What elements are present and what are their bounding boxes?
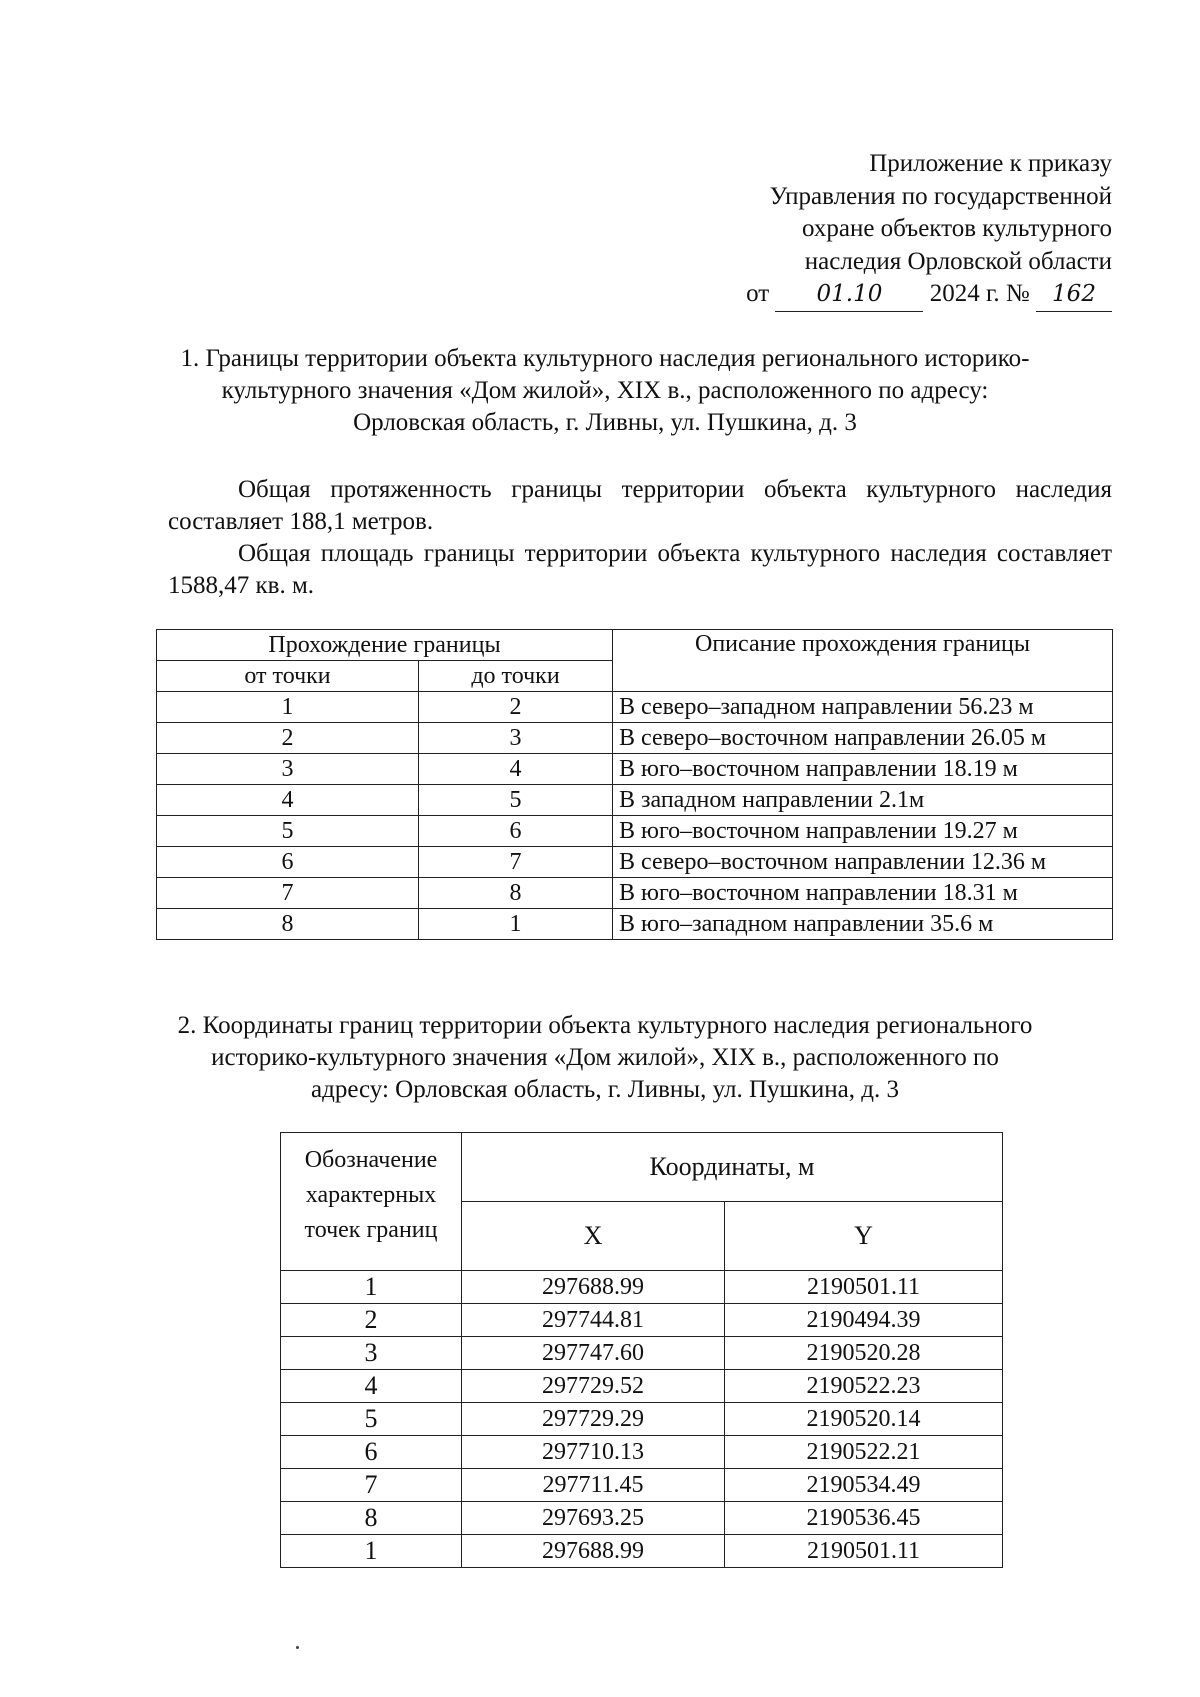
y-coordinate-cell: 2190520.14 (725, 1403, 1003, 1436)
to-point-cell: 3 (419, 723, 613, 754)
table-row (281, 1436, 1003, 1469)
appendix-line: охране объектов культурного (801, 215, 1112, 242)
y-coordinate-cell: 2190501.11 (725, 1535, 1003, 1568)
section-2-heading: 2. Координаты границ территории объекта культурного наследия регионального историко-культурного значения «Дом жилой», XIX в., расположенного по адресу: Орловская область, г. Ливны, ул. Пушкина, д. 3 (177, 1012, 1033, 1103)
point-cell: 4 (281, 1370, 462, 1403)
table-row (281, 1337, 1003, 1370)
coordinates-table (280, 1132, 1003, 1568)
x-coordinate-cell: 297711.45 (462, 1469, 725, 1502)
x-coordinate-cell: 297729.52 (462, 1370, 725, 1403)
table-row (281, 1502, 1003, 1535)
description-cell: В юго–восточном направлении 18.31 м (613, 878, 1113, 909)
from-point-cell: 2 (157, 723, 419, 754)
header-from-point: от точки (157, 661, 419, 692)
description-cell: В юго–восточном направлении 19.27 м (613, 816, 1113, 847)
appendix-block (592, 148, 1112, 312)
table-row (281, 1403, 1003, 1436)
total-area-text: Общая площадь границы территории объекта культурного наследия составляет 1588,47 кв. м. (168, 540, 1112, 599)
table-row (157, 754, 1113, 785)
date-prefix: от (746, 280, 770, 307)
header-to-point: до точки (419, 661, 613, 692)
point-cell: 5 (281, 1403, 462, 1436)
table-row (157, 785, 1113, 816)
from-point-cell: 5 (157, 816, 419, 847)
y-coordinate-cell: 2190501.11 (725, 1271, 1003, 1304)
y-coordinate-cell: 2190520.28 (725, 1337, 1003, 1370)
y-coordinate-cell: 2190522.21 (725, 1436, 1003, 1469)
table-row (157, 816, 1113, 847)
scan-speck (296, 1646, 299, 1649)
x-coordinate-cell: 297747.60 (462, 1337, 725, 1370)
header-boundary-passage: Прохождение границы (157, 630, 613, 661)
to-point-cell: 8 (419, 878, 613, 909)
from-point-cell: 1 (157, 692, 419, 723)
from-point-cell: 8 (157, 909, 419, 940)
table-row (281, 1535, 1003, 1568)
table-row (281, 1271, 1003, 1304)
appendix-line: Приложение к приказу (869, 150, 1112, 177)
x-coordinate-cell: 297688.99 (462, 1535, 725, 1568)
description-cell: В юго–западном направлении 35.6 м (613, 909, 1113, 940)
y-coordinate-cell: 2190534.49 (725, 1469, 1003, 1502)
table-row (281, 1304, 1003, 1337)
x-coordinate-cell: 297688.99 (462, 1271, 725, 1304)
point-cell: 1 (281, 1271, 462, 1304)
point-cell: 3 (281, 1337, 462, 1370)
handwritten-date: 01.10 (775, 278, 923, 312)
table-row (157, 847, 1113, 878)
x-coordinate-cell: 297693.25 (462, 1502, 725, 1535)
from-point-cell: 6 (157, 847, 419, 878)
to-point-cell: 7 (419, 847, 613, 878)
header-boundary-description: Описание прохождения границы (613, 630, 1113, 692)
total-length-paragraph (168, 474, 1112, 538)
x-coordinate-cell: 297729.29 (462, 1403, 725, 1436)
order-year: 2024 г. № (929, 280, 1030, 307)
header-point-designation: Обозначение характерных точек границ (281, 1133, 462, 1271)
y-coordinate-cell: 2190536.45 (725, 1502, 1003, 1535)
handwritten-order-number: 162 (1036, 278, 1112, 312)
table-row (157, 692, 1113, 723)
table-row (281, 1469, 1003, 1502)
to-point-cell: 5 (419, 785, 613, 816)
table-row (157, 723, 1113, 754)
x-coordinate-cell: 297744.81 (462, 1304, 725, 1337)
from-point-cell: 4 (157, 785, 419, 816)
from-point-cell: 7 (157, 878, 419, 909)
point-cell: 6 (281, 1436, 462, 1469)
total-area-paragraph (168, 538, 1112, 602)
to-point-cell: 2 (419, 692, 613, 723)
total-length-text: Общая протяженность границы территории объекта культурного наследия составляет 188,1 метров. (168, 476, 1112, 535)
table-row (157, 909, 1113, 940)
y-coordinate-cell: 2190494.39 (725, 1304, 1003, 1337)
y-coordinate-cell: 2190522.23 (725, 1370, 1003, 1403)
description-cell: В северо–западном направлении 56.23 м (613, 692, 1113, 723)
description-cell: В юго–восточном направлении 18.19 м (613, 754, 1113, 785)
point-cell: 1 (281, 1535, 462, 1568)
x-coordinate-cell: 297710.13 (462, 1436, 725, 1469)
order-date-line (592, 278, 1112, 312)
appendix-line: Управления по государственной (769, 182, 1112, 210)
description-cell: В северо–восточном направлении 12.36 м (613, 847, 1113, 878)
table-row (281, 1370, 1003, 1403)
description-cell: В западном направлении 2.1м (613, 785, 1113, 816)
point-cell: 2 (281, 1304, 462, 1337)
table-row (157, 878, 1113, 909)
boundary-passage-table (156, 629, 1113, 940)
description-cell: В северо–восточном направлении 26.05 м (613, 723, 1113, 754)
section-1-heading: 1. Границы территории объекта культурного наследия регионального историко-культурного значения «Дом жилой», XIX в., расположенного по адресу: Орловская область, г. Ливны, ул. Пушкина, д. 3 (180, 345, 1030, 436)
to-point-cell: 4 (419, 754, 613, 785)
to-point-cell: 1 (419, 909, 613, 940)
point-cell: 8 (281, 1502, 462, 1535)
header-y: Y (725, 1202, 1003, 1271)
from-point-cell: 3 (157, 754, 419, 785)
to-point-cell: 6 (419, 816, 613, 847)
point-cell: 7 (281, 1469, 462, 1502)
header-x: X (462, 1202, 725, 1271)
header-coordinates: Координаты, м (462, 1133, 1003, 1202)
appendix-line: наследия Орловской области (804, 247, 1112, 275)
